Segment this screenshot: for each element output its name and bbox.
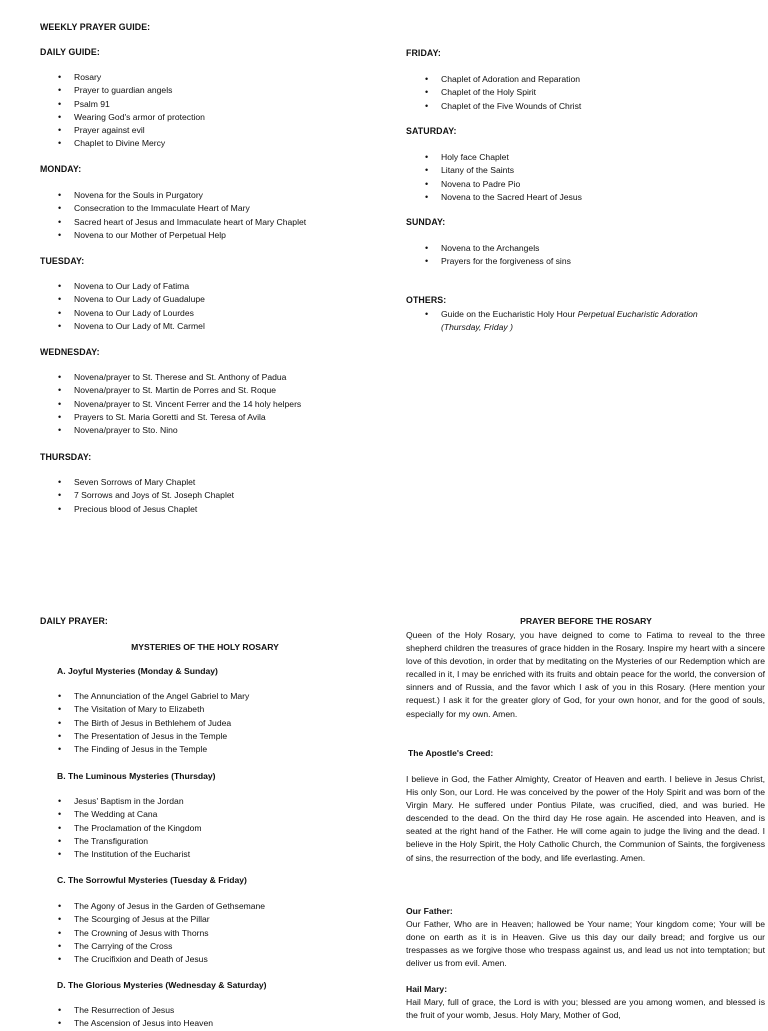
joyful-list — [74, 690, 249, 756]
list-item: • Novena to Our Lady of Mt. Carmel — [74, 320, 205, 333]
list-item: • Novena/prayer to St. Vincent Ferrer and the 14 holy helpers — [74, 398, 301, 411]
list-item: • Prayer against evil — [74, 124, 205, 137]
luminous-title: B. The Luminous Mysteries (Thursday) — [57, 771, 216, 781]
others-item-days: (Thursday, Friday ) — [441, 322, 513, 333]
saturday-label: SATURDAY: — [406, 126, 457, 136]
list-item: • The Agony of Jesus in the Garden of Gethsemane — [74, 900, 265, 913]
list-item-continuation — [441, 321, 698, 334]
daily-prayer-label: DAILY PRAYER: — [40, 616, 108, 626]
list-item: • Novena to Our Lady of Lourdes — [74, 307, 205, 320]
list-item: • Litany of the Saints — [441, 164, 582, 177]
our-father-text: Our Father, Who are in Heaven; hallowed be Your name; Your kingdom come; Your will be done on earth as it is in Heaven. Give us this day our daily bread; and forgive us our trespasses as we forgive those who trespass against us, and lead us not into temptation; but deliver us from evil. Amen. — [406, 919, 765, 969]
list-item: • Jesus' Baptism in the Jordan — [74, 795, 202, 808]
monday-list — [74, 189, 306, 242]
friday-list — [441, 73, 581, 113]
list-item: • Novena/prayer to St. Therese and St. Anthony of Padua — [74, 371, 301, 384]
hail-mary-text: Hail Mary, full of grace, the Lord is with you; blessed are you among women, and blessed is the fruit of your womb, Jesus. Holy Mary, Mother of God, — [406, 997, 765, 1021]
list-item: • Psalm 91 — [74, 98, 205, 111]
tuesday-list — [74, 280, 205, 333]
list-item: • Chaplet of the Five Wounds of Christ — [441, 100, 581, 113]
daily-guide-list — [74, 71, 205, 151]
list-item: • The Transfiguration — [74, 835, 202, 848]
list-item: • Novena to the Archangels — [441, 242, 571, 255]
others-label: OTHERS: — [406, 295, 447, 305]
list-item: • The Scourging of Jesus at the Pillar — [74, 913, 265, 926]
others-item-emphasis: Perpetual Eucharistic Adoration — [577, 309, 698, 319]
sunday-list — [441, 242, 571, 269]
list-item: • Rosary — [74, 71, 205, 84]
friday-label: FRIDAY: — [406, 48, 441, 58]
list-item: • Novena to Our Lady of Fatima — [74, 280, 205, 293]
list-item: • Novena for the Souls in Purgatory — [74, 189, 306, 202]
list-item: • Novena/prayer to St. Martin de Porres and St. Roque — [74, 384, 301, 397]
list-item: • Chaplet of Adoration and Reparation — [441, 73, 581, 86]
sorrowful-list — [74, 900, 265, 966]
mysteries-title: MYSTERIES OF THE HOLY ROSARY — [131, 642, 279, 652]
list-item: • Wearing God's armor of protection — [74, 111, 205, 124]
wednesday-label: WEDNESDAY: — [40, 347, 100, 357]
list-item: • Chaplet to Divine Mercy — [74, 137, 205, 150]
list-item: • Novena to the Sacred Heart of Jesus — [441, 191, 582, 204]
others-item-text: Guide on the Eucharistic Holy Hour — [441, 309, 578, 319]
list-item: • Novena/prayer to Sto. Nino — [74, 424, 301, 437]
saturday-list — [441, 151, 582, 204]
list-item: • Precious blood of Jesus Chaplet — [74, 503, 234, 516]
glorious-list — [74, 1004, 213, 1031]
list-item: • The Presentation of Jesus in the Temple — [74, 730, 249, 743]
list-item: • Chaplet of the Holy Spirit — [441, 86, 581, 99]
list-item: • 7 Sorrows and Joys of St. Joseph Chaplet — [74, 489, 234, 502]
list-item: • The Crucifixion and Death of Jesus — [74, 953, 265, 966]
list-item: • The Wedding at Cana — [74, 808, 202, 821]
before-rosary-text: Queen of the Holy Rosary, you have deigned to come to Fatima to reveal to the three shepherd children the treasures of grace hidden in the Rosary. Inspire my heart with a sincere love of this devotion, in order that by meditating on the Mysteries of our Redemption which are recalled in it, I may be enriched with its fruits and obtain peace for the world, the conversion of sinners and of Russia, and the favor which I ask of you in this Rosary. (Here mention your request.) I ask it for the greater glory of God, for your own honor, and for the good of souls, especially for my own. Amen. — [406, 630, 765, 719]
creed-title: The Apostle's Creed: — [408, 748, 494, 758]
list-item: • Holy face Chaplet — [441, 151, 582, 164]
list-item: • Novena to Padre Pio — [441, 178, 582, 191]
list-item: • The Finding of Jesus in the Temple — [74, 743, 249, 756]
monday-label: MONDAY: — [40, 164, 82, 174]
before-rosary-title: PRAYER BEFORE THE ROSARY — [520, 616, 652, 626]
list-item: • The Proclamation of the Kingdom — [74, 822, 202, 835]
glorious-title: D. The Glorious Mysteries (Wednesday & Saturday) — [57, 980, 267, 990]
list-item: • Sacred heart of Jesus and Immaculate heart of Mary Chaplet — [74, 216, 306, 229]
creed-text: I believe in God, the Father Almighty, Creator of Heaven and earth. I believe in Jesus Christ, His only Son, our Lord. He was conceived by the power of the Holy Spirit and was born of the Virgin Mary. He suffered under Pontius Pilate, was crucified, died, and was buried. He descended to the dead. On the third day He rose again. He ascended into Heaven, and is seated at the right hand of the Father. He will come again to judge the living and the dead. I believe in the Holy Spirit, the Holy Catholic Church, the Communion of Saints, the forgiveness of sins, the resurrection of the body, and life everlasting. Amen. — [406, 774, 765, 863]
wednesday-list — [74, 371, 301, 437]
tuesday-label: TUESDAY: — [40, 256, 85, 266]
thursday-list — [74, 476, 234, 516]
list-item: • Novena to our Mother of Perpetual Help — [74, 229, 306, 242]
others-list — [441, 308, 698, 335]
daily-guide-label: DAILY GUIDE: — [40, 47, 100, 57]
list-item: • The Ascension of Jesus into Heaven — [74, 1017, 213, 1030]
list-item: • The Crowning of Jesus with Thorns — [74, 927, 265, 940]
list-item: • Prayers to St. Maria Goretti and St. Teresa of Avila — [74, 411, 301, 424]
list-item: • The Resurrection of Jesus — [74, 1004, 213, 1017]
list-item: • The Visitation of Mary to Elizabeth — [74, 703, 249, 716]
guide-title: WEEKLY PRAYER GUIDE: — [40, 22, 151, 32]
list-item: • Consecration to the Immaculate Heart of Mary — [74, 202, 306, 215]
list-item: • Seven Sorrows of Mary Chaplet — [74, 476, 234, 489]
list-item: • The Birth of Jesus in Bethlehem of Judea — [74, 717, 249, 730]
list-item: • Novena to Our Lady of Guadalupe — [74, 293, 205, 306]
thursday-label: THURSDAY: — [40, 452, 92, 462]
our-father-title: Our Father: — [406, 906, 453, 916]
list-item: • The Carrying of the Cross — [74, 940, 265, 953]
luminous-list — [74, 795, 202, 861]
list-item: • Prayers for the forgiveness of sins — [441, 255, 571, 268]
sunday-label: SUNDAY: — [406, 217, 446, 227]
sorrowful-title: C. The Sorrowful Mysteries (Tuesday & Friday) — [57, 875, 247, 885]
list-item — [441, 308, 698, 321]
joyful-title: A. Joyful Mysteries (Monday & Sunday) — [57, 666, 218, 676]
list-item: • The Institution of the Eucharist — [74, 848, 202, 861]
list-item: • Prayer to guardian angels — [74, 84, 205, 97]
hail-mary-title: Hail Mary: — [406, 984, 448, 994]
list-item: • The Annunciation of the Angel Gabriel to Mary — [74, 690, 249, 703]
